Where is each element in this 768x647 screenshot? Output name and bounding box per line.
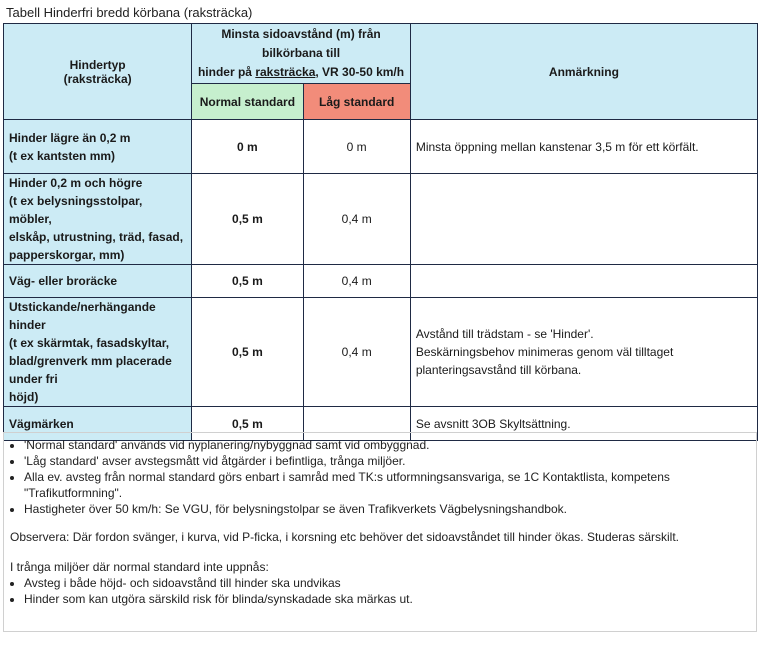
row-type bbox=[4, 265, 192, 298]
table-row bbox=[4, 265, 758, 298]
header-hindertyp-line2: (raksträcka) bbox=[63, 71, 132, 86]
row-type-line: Vägmärken bbox=[9, 416, 74, 431]
row-type-line: (t ex belysningsstolpar, möbler, bbox=[9, 194, 143, 226]
row-normal-value: 0,5 m bbox=[192, 174, 303, 265]
row-lag-value: 0 m bbox=[303, 120, 410, 174]
header-group-line2-post: , VR 30-50 km/h bbox=[315, 65, 405, 79]
notes-intro: I trånga miljöer där normal standard inte uppnås: bbox=[10, 560, 269, 574]
row-remark-line: planteringsavstånd till körbana. bbox=[415, 363, 582, 377]
row-type-line: Väg- eller broräcke bbox=[9, 274, 118, 288]
notes-bullet bbox=[24, 469, 750, 501]
row-remark bbox=[410, 174, 757, 265]
table-row bbox=[4, 298, 758, 407]
row-normal-value: 0,5 m bbox=[192, 298, 303, 407]
row-type-line: papperskorgar, mm) bbox=[9, 248, 125, 262]
notes-bullet: • Avsteg i både höjd- och sidoavstånd till hinder ska undvikas bbox=[24, 575, 750, 591]
row-remark-line: Beskärningsbehov minimeras genom väl tilltaget bbox=[415, 345, 674, 359]
row-remark bbox=[410, 298, 757, 407]
notes-bullet-line: Alla ev. avsteg från normal standard görs enbart i samråd med TK:s utformningsansvariga, se 1C Kontaktlista, kompetens bbox=[24, 470, 670, 484]
notes-bullet: • Hinder som kan utgöra särskild risk för blinda/synskadade ska märkas ut. bbox=[24, 591, 750, 607]
notes-bullet: • 'Normal standard' används vid nyplanering/nybyggnad samt vid ombyggnad. bbox=[24, 437, 750, 453]
header-normal-standard: Normal standard bbox=[192, 84, 303, 120]
row-remark-line: Avstånd till trädstam - se 'Hinder'. bbox=[415, 327, 594, 341]
row-type-line: elskåp, utrustning, träd, fasad, bbox=[9, 230, 184, 244]
row-type-line: Hinder lägre än 0,2 m bbox=[9, 130, 131, 145]
row-type-line: Utstickande/nerhängande hinder bbox=[9, 300, 156, 332]
obstacle-clearance-table bbox=[3, 23, 758, 441]
table-caption: Tabell Hinderfri bredd körbana (raksträcka) bbox=[6, 5, 253, 20]
row-lag-value: 0,4 m bbox=[303, 174, 410, 265]
row-type bbox=[4, 298, 192, 407]
header-group-line2-pre: hinder på bbox=[197, 65, 256, 79]
row-lag-value: 0,4 m bbox=[303, 265, 410, 298]
row-type-line: Hinder 0,2 m och högre bbox=[9, 176, 143, 190]
notes-bullet-list-2 bbox=[10, 575, 750, 607]
notes-bullet-line: "Trafikutformning". bbox=[24, 486, 123, 500]
row-remark: Minsta öppning mellan kanstenar 3,5 m för ett körfält. bbox=[410, 120, 757, 174]
header-hindertyp-line1: Hindertyp bbox=[69, 57, 126, 72]
notes-box bbox=[3, 432, 757, 632]
row-type-line: höjd) bbox=[9, 390, 39, 404]
header-group-line2-underlined: raksträcka bbox=[255, 65, 316, 79]
header-group-line1: Minsta sidoavstånd (m) från bilkörbana till bbox=[221, 27, 381, 60]
notes-bullet: • 'Låg standard' avser avstegsmått vid åtgärder i befintliga, trånga miljöer. bbox=[24, 453, 750, 469]
row-type bbox=[4, 174, 192, 265]
row-remark bbox=[410, 265, 757, 298]
header-hindertyp bbox=[4, 24, 192, 120]
row-normal-value: 0 m bbox=[192, 120, 303, 174]
header-min-distance bbox=[192, 24, 411, 84]
row-normal-value: 0,5 m bbox=[192, 407, 303, 441]
row-type-line: blad/grenverk mm placerade under fri bbox=[9, 354, 172, 386]
notes-bullet: • Hastigheter över 50 km/h: Se VGU, för belysningstolpar se även Trafikverkets Vägbelysningshandbok. bbox=[24, 501, 750, 517]
row-type-line: (t ex skärmtak, fasadskyltar, bbox=[9, 336, 170, 350]
header-lag-standard: Låg standard bbox=[303, 84, 410, 120]
row-type bbox=[4, 120, 192, 174]
table-row bbox=[4, 120, 758, 174]
row-lag-value: 0,4 m bbox=[303, 298, 410, 407]
header-anmarkning: Anmärkning bbox=[410, 24, 757, 120]
row-remark: Se avsnitt 3OB Skyltsättning. bbox=[410, 407, 757, 441]
table-row bbox=[4, 174, 758, 265]
notes-bullet-list bbox=[10, 437, 750, 517]
header-group-line2 bbox=[197, 63, 405, 82]
row-type-line: (t ex kantsten mm) bbox=[9, 148, 116, 163]
row-normal-value: 0,5 m bbox=[192, 265, 303, 298]
notes-observera: Observera: Där fordon svänger, i kurva, vid P-ficka, i korsning etc behöver det sidoavståndet till hinder ökas. Studeras särskilt. bbox=[10, 530, 679, 544]
